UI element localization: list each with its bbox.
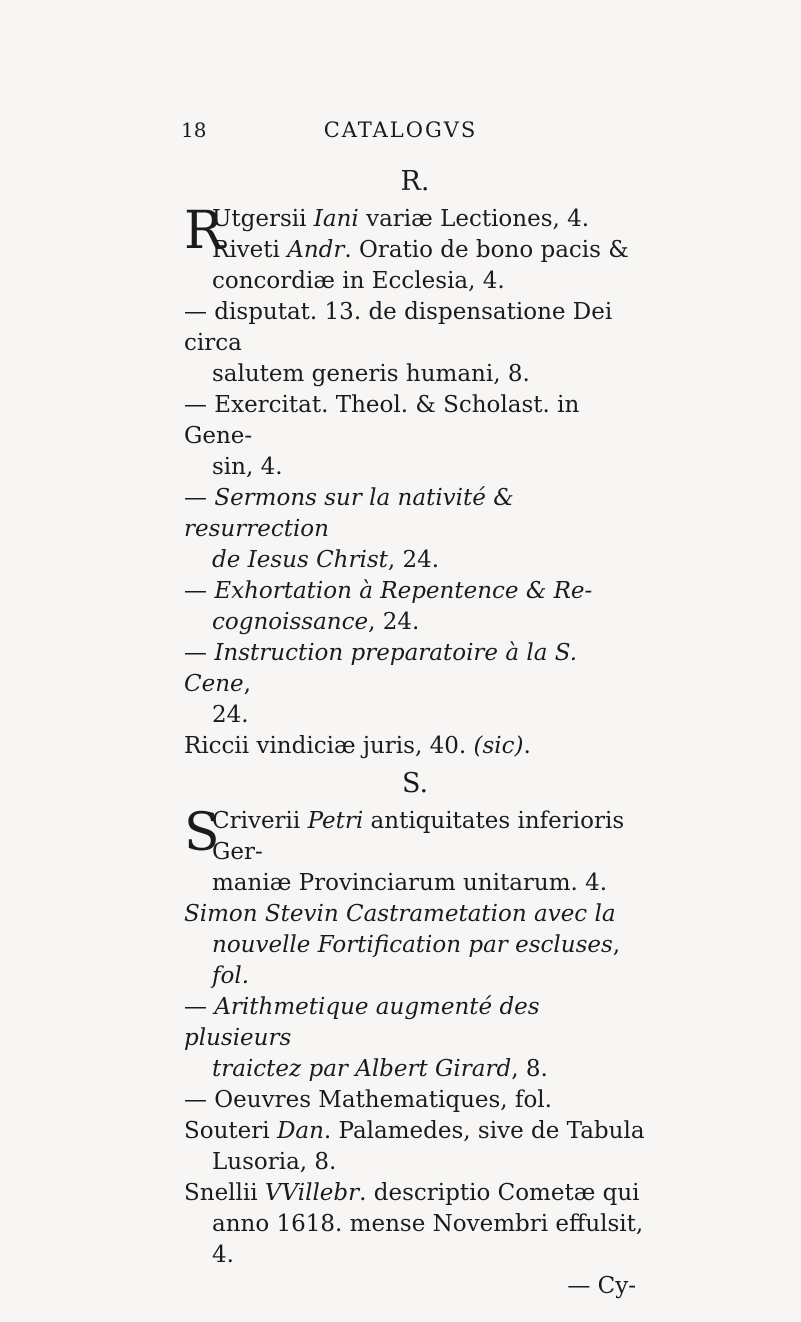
catalog-entry: concordiæ in Ecclesia, 4. bbox=[212, 268, 505, 294]
catalog-entry: Riccii vindiciæ juris, 40. (sic). bbox=[184, 733, 531, 759]
catalog-entry: Snellii VVillebr. descriptio Cometæ qui anno 1618. mense Novembri effulsit, 4. bbox=[184, 1180, 644, 1268]
catalog-text bbox=[184, 160, 646, 1302]
drop-cap-s: S bbox=[184, 803, 220, 863]
catalog-entry: — Exhortation à Repentence & Re- cognoissance, 24. bbox=[184, 578, 593, 635]
section-letter-s: S. bbox=[401, 768, 429, 799]
page-number: 18 bbox=[181, 118, 207, 142]
section-letter-r: R. bbox=[400, 166, 430, 197]
catalog-entry: Souteri Dan. Palamedes, sive de Tabula Lusoria, 8. bbox=[184, 1118, 645, 1175]
running-head: CATALOGVS bbox=[323, 118, 478, 142]
catalog-entry: — Sermons sur la nativité & resurrection de Iesus Christ, 24. bbox=[184, 485, 514, 573]
catalog-entry: — Arithmetique augmenté des plusieurs traictez par Albert Girard, 8. bbox=[184, 994, 548, 1082]
catalog-entry: S Criverii Petri antiquitates inferioris Ger- maniæ Provinciarum unitarum. 4. bbox=[184, 803, 625, 896]
page-header bbox=[0, 118, 801, 146]
drop-cap-r: R bbox=[184, 201, 224, 261]
catalog-entry: Simon Stevin Castrametation avec la nouvelle Fortification par escluses, fol. bbox=[184, 901, 621, 989]
catalog-entry: — Instruction preparatoire à la S. Cene, 24. bbox=[184, 640, 578, 728]
catalog-entry: — Oeuvres Mathematiques, fol. bbox=[184, 1087, 552, 1113]
catchword: — Cy- bbox=[567, 1273, 636, 1299]
catalog-entry: R Utgersii Iani variæ Lectiones, 4. Riveti Andr. Oratio de bono pacis & bbox=[184, 201, 629, 263]
catalog-entry: — disputat. 13. de dispensatione Dei circa salutem generis humani, 8. bbox=[184, 299, 613, 387]
catalog-entry: — Exercitat. Theol. & Scholast. in Gene- sin, 4. bbox=[184, 392, 580, 480]
